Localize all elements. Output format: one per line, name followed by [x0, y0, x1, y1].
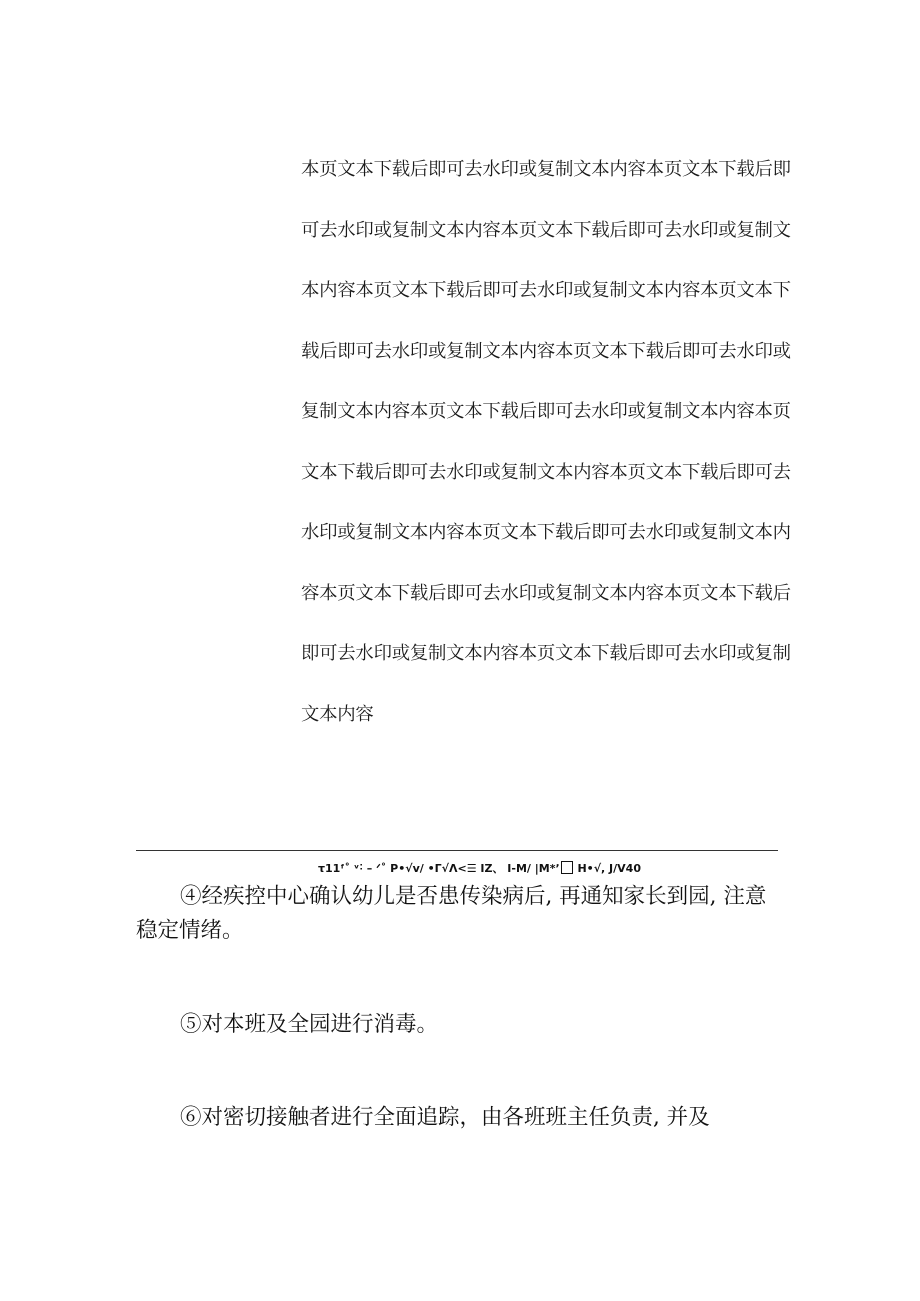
watermark-line: 即可去水印或复制文本内容本页文本下载后即可去水印或复制 — [301, 643, 791, 664]
empty-box-glyph — [561, 861, 573, 874]
garbled-text-start: τ11ᶠ˚ ᵛ˸ – ᐟ˚ P•√v/ •Γ√Λ<☰ IZ、 I-M/ |M*ʼ — [318, 862, 560, 875]
watermark-line: 文本内容 — [301, 703, 374, 725]
paragraph-step-5: ⑤对本班及全园进行消毒。 — [180, 1012, 439, 1037]
paragraph-step-6: ⑥对密切接触者进行全面追踪，由各班班主任负责, 并及 — [180, 1105, 710, 1130]
watermark-line: 载后即可去水印或复制文本内容本页文本下载后即可去水印或 — [301, 340, 791, 362]
document-body — [136, 880, 786, 1135]
watermark-line: 可去水印或复制文本内容本页文本下载后即可去水印或复制文 — [301, 219, 791, 241]
watermark-line: 水印或复制文本内容本页文本下载后即可去水印或复制文本内 — [301, 522, 791, 543]
watermark-line: 复制文本内容本页文本下载后即可去水印或复制文本内容本页 — [301, 401, 791, 422]
watermark-line: 本页文本下载后即可去水印或复制文本内容本页文本下载后即 — [301, 159, 791, 180]
watermark-line: 容本页文本下载后即可去水印或复制文本内容本页文本下载后 — [301, 582, 791, 604]
watermark-line: 文本下载后即可去水印或复制文本内容本页文本下载后即可去 — [301, 461, 791, 483]
watermark-text-block — [301, 150, 791, 755]
garbled-header-line — [318, 860, 641, 876]
page-divider — [136, 850, 778, 851]
paragraph-step-4: ④经疾控中心确认幼儿是否患传染病后, 再通知家长到园, 注意稳定情绪。 — [136, 884, 767, 943]
watermark-line: 本内容本页文本下载后即可去水印或复制文本内容本页文本下 — [301, 280, 791, 301]
garbled-text-end: H•√, J/V40 — [573, 862, 641, 875]
